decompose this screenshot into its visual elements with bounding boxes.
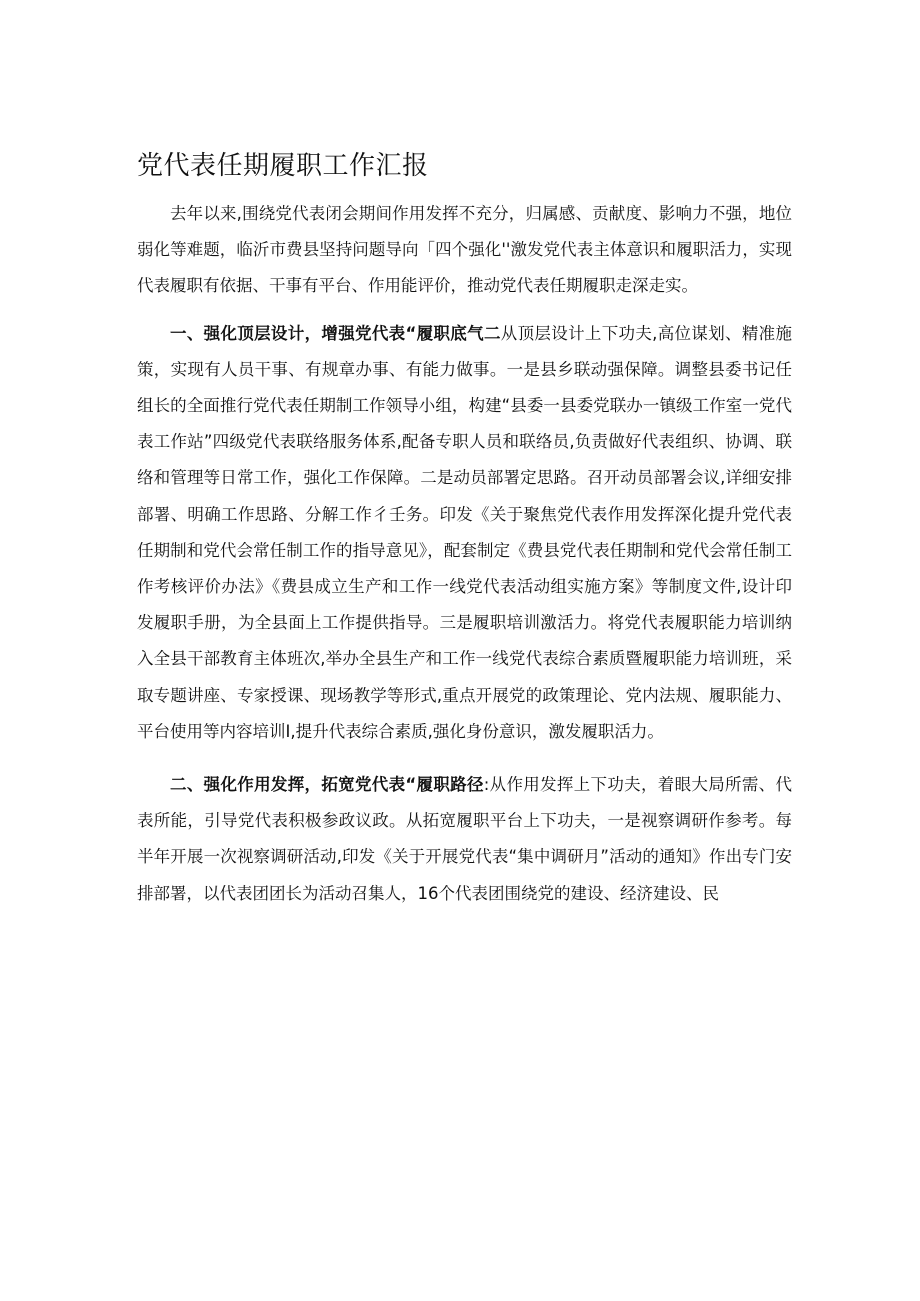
- document-title: 党代表任期履职工作汇报: [137, 151, 429, 181]
- section-1-text: 从顶层设计上下功夫,高位谋划、精准施策，实现有人员干事、有规章办事、有能力做事。一是县乡联动强保障。调整县委书记任组长的全面推行党代表任期制工作领导小组，构建“县委一县委党联办一镇级工作室一党代表工作站”四级党代表联络服务体系,配备专职人员和联络员,负责做好代表组织、协调、联络和管理等日常工作，强化工作保障。二是动员部署定思路。召开动员部署会议,详细安排部署、明确工作思路、分解工作彳壬务。印发《关于聚焦党代表作用发挥深化提升党代表任期制和党代会常任制工作的指导意见》，配套制定《费县党代表任期制和党代会常任制工作考核评价办法》《费县成立生产和工作一线党代表活动组实施方案》等制度文件,设计印发履职手册，为全县面上工作提供指导。三是履职培训激活力。将党代表履职能力培训纳入全县干部教育主体班次,举办全县生产和工作一线党代表综合素质暨履职能力培训班，采取专题讲座、专家授课、现场教学等形式,重点开展党的政策理论、党内法规、履职能力、平台使用等内容培训I,提升代表综合素质,强化身份意识，激发履职活力。: [137, 323, 792, 741]
- document-body: [137, 196, 792, 912]
- paragraph-intro: [137, 196, 792, 305]
- paragraph-section-2: [137, 767, 792, 912]
- paragraph-section-1: [137, 316, 792, 750]
- paragraph-intro-text: 去年以来,围绕党代表闭会期间作用发挥不充分，归属感、贡献度、影响力不强，地位弱化等难题，临沂市费县坚持问题导向「四个强化''激发党代表主体意识和履职活力，实现代表履职有依据、干事有平台、作用能评价，推动党代表任期履职走深走实。: [137, 204, 792, 296]
- section-2-text: :从作用发挥上下功夫，着眼大局所需、代表所能，引导党代表积极参政议政。从拓宽履职平台上下功夫，一是视察调研作参考。每半年开展一次视察调研活动,印发《关于开展党代表“集中调研月”活动的通知》作出专门安排部署，以代表团团长为活动召集人，16个代表团围绕党的建设、经济建设、民: [137, 775, 792, 903]
- section-2-heading: 二、强化作用发挥，拓宽党代表“履职路径: [170, 775, 484, 795]
- section-1-heading: 一、强化顶层设计，增强党代表“履职底气二: [170, 323, 501, 343]
